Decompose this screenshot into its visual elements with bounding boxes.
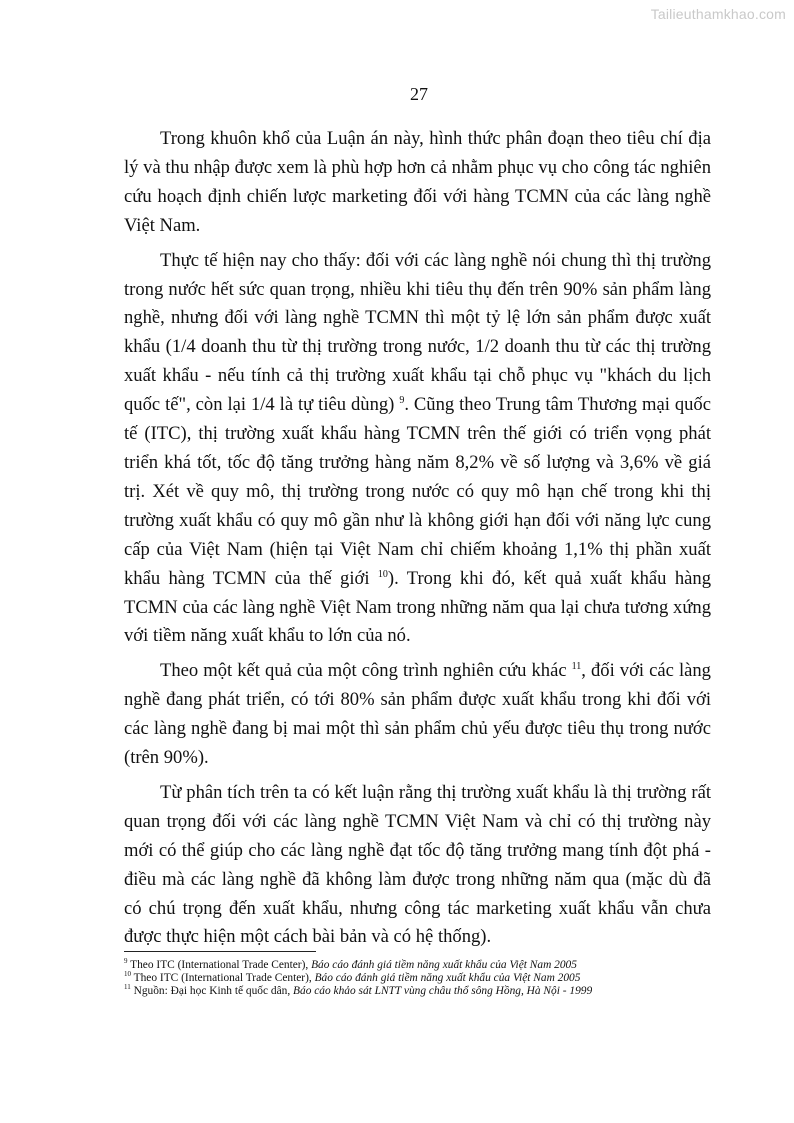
footnote-10 bbox=[124, 972, 744, 985]
footnote-ref-11[interactable]: 11 bbox=[571, 661, 582, 673]
paragraph-text: , đối với các làng nghề đang phát triển, có tới 80% sản phẩm được xuất khẩu trong khi đối với các làng nghề đang bị mai một thì sản phẩm chủ yếu được tiêu thụ trong nước (trên 90%). bbox=[124, 660, 711, 769]
footnote-title: Báo cáo đánh giá tiềm năng xuất khẩu của Việt Nam 2005 bbox=[314, 972, 581, 984]
paragraph-4 bbox=[124, 779, 711, 952]
footnote-number: 10 bbox=[124, 970, 131, 979]
footnote-source: Nguồn: Đại học Kinh tế quốc dân, bbox=[133, 985, 294, 997]
paragraph-text: ). Trong khi đó, kết quả xuất khẩu hàng TCMN của các làng nghề Việt Nam trong những năm qua lại chưa tương xứng với tiềm năng xuất khẩu to lớn của nó. bbox=[124, 567, 711, 647]
paragraph-text: Thực tế hiện nay cho thấy: đối với các làng nghề nói chung thì thị trường trong nước hết sức quan trọng, nhiều khi tiêu thụ đến trên 90% sản phẩm làng nghề, nhưng đối với làng nghề TCMN thì một tỷ lệ lớn sản phẩm được xuất khẩu (1/4 doanh thu từ thị trường trong nước, 1/2 doanh thu từ các thị trường xuất khẩu - nếu tính cả thị trường xuất khẩu tại chỗ phục vụ "khách du lịch quốc tế", còn lại 1/4 là tự tiêu dùng) bbox=[124, 249, 711, 416]
footnote-title: Báo cáo khảo sát LNTT vùng châu thổ sông Hồng, Hà Nội - 1999 bbox=[293, 985, 593, 997]
footnote-ref-9[interactable]: 9 bbox=[399, 394, 405, 406]
page-number: 27 bbox=[410, 84, 428, 104]
paragraph-text: Theo một kết quả của một công trình nghiên cứu khác bbox=[160, 660, 572, 682]
paragraph-text: Trong khuôn khổ của Luận án này, hình thức phân đoạn theo tiêu chí địa lý và thu nhập được xem là phù hợp hơn cả nhằm phục vụ cho công tác nghiên cứu hoạch định chiến lược marketing đối với hàng TCMN của các làng nghề Việt Nam. bbox=[124, 128, 711, 236]
body-text bbox=[124, 125, 711, 958]
watermark: Tailieuthamkhao.com bbox=[650, 6, 786, 22]
paragraph-2 bbox=[124, 247, 711, 652]
footnote-number: 11 bbox=[124, 983, 131, 992]
paragraph-1 bbox=[124, 125, 711, 241]
footnote-9 bbox=[124, 959, 744, 972]
footnote-source: Theo ITC (International Trade Center), bbox=[133, 972, 315, 984]
footnote-number: 9 bbox=[124, 957, 128, 966]
footnote-title: Báo cáo đánh giá tiềm năng xuất khẩu của Việt Nam 2005 bbox=[311, 959, 577, 971]
footnotes bbox=[124, 959, 744, 998]
paragraph-text: . Cũng theo Trung tâm Thương mại quốc tế (ITC), thị trường xuất khẩu hàng TCMN trên thế giới có triển vọng phát triển khá tốt, tốc độ tăng trưởng hàng năm 8,2% về số lượng và 3,6% về giá trị. Xét về quy mô, thị trường trong nước có quy mô hạn chế trong khi thị trường xuất khẩu có quy mô gần như là không giới hạn đối với năng lực cung cấp của Việt Nam (hiện tại Việt Nam chỉ chiếm khoảng 1,1% thị phần xuất khẩu hàng TCMN của thế giới bbox=[124, 394, 711, 589]
paragraph-3 bbox=[124, 657, 711, 773]
footnote-source: Theo ITC (International Trade Center), bbox=[130, 959, 312, 971]
paragraph-text: Từ phân tích trên ta có kết luận rằng thị trường xuất khẩu là thị trường rất quan trọng đối với các làng nghề TCMN Việt Nam và chỉ có thị trường này mới có thể giúp cho các làng nghề đạt tốc độ tăng trưởng mang tính đột phá - điều mà các làng nghề đã không làm được trong những năm qua (mặc dù đã có chú trọng đến xuất khẩu, nhưng công tác marketing xuất khẩu vẫn chưa được thực hiện một cách bài bản và có hệ thống). bbox=[124, 781, 711, 948]
footnote-divider bbox=[124, 951, 316, 952]
footnote-ref-10[interactable]: 10 bbox=[377, 568, 388, 580]
footnote-11 bbox=[124, 985, 744, 998]
